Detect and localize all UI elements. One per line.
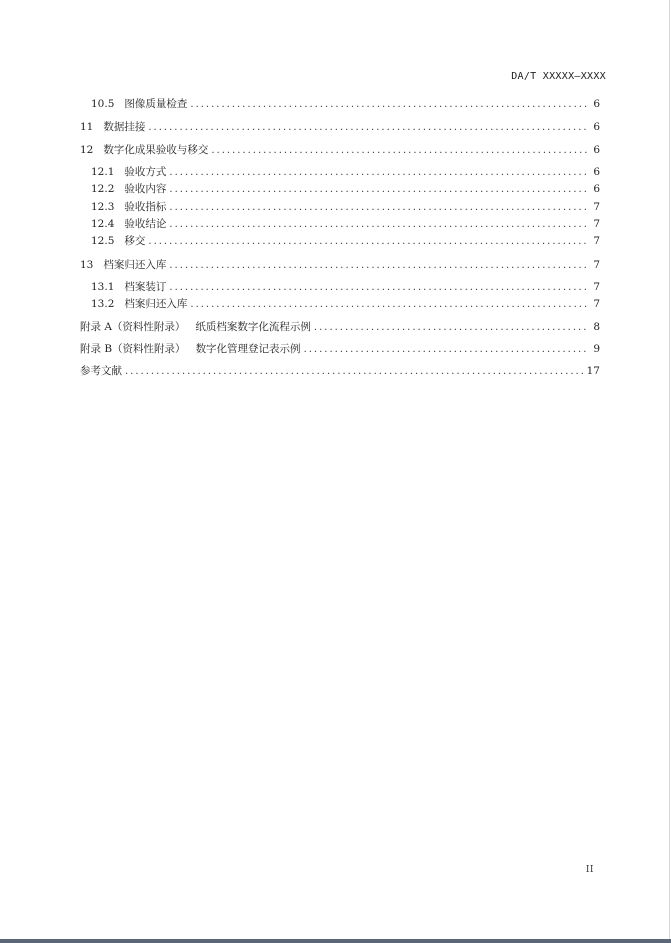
- toc-entry-number: 11: [80, 121, 94, 133]
- toc-dot-leader: [169, 165, 588, 181]
- toc-entry-page: 17: [586, 365, 600, 377]
- toc-entry-12-2[interactable]: [80, 181, 600, 197]
- toc-dot-leader: [190, 297, 588, 313]
- toc-entry-page: 6: [593, 183, 600, 195]
- toc-entry-12-1[interactable]: [80, 164, 600, 180]
- toc-entry-12-5[interactable]: [80, 233, 600, 249]
- toc-dot-leader: [148, 120, 588, 136]
- toc-entry-title: 档案归还入库: [124, 298, 188, 310]
- toc-entry-number: 10.5: [91, 98, 115, 110]
- toc-entry-page: 6: [593, 144, 600, 156]
- toc-entry-page: 7: [593, 235, 600, 247]
- toc-entry-title: 纸质档案数字化流程示例: [195, 321, 311, 333]
- toc-dot-leader: [125, 364, 585, 380]
- toc-entry-page: 7: [593, 281, 600, 293]
- toc-dot-leader: [304, 342, 588, 358]
- toc-entry-number: 12.3: [91, 201, 115, 213]
- toc-entry-11[interactable]: [80, 119, 600, 135]
- toc-entry-number: 13: [80, 259, 94, 271]
- toc-dot-leader: [169, 280, 588, 296]
- toc-entry-number: 12.4: [91, 218, 115, 230]
- toc-entry-title: 参考文献: [80, 365, 122, 377]
- toc-entry-number: 13.2: [91, 298, 115, 310]
- toc-entry-13-1[interactable]: [80, 279, 600, 295]
- toc-entry-title: 数字化管理登记表示例: [195, 343, 301, 355]
- toc-dot-leader: [169, 258, 588, 274]
- toc-entry-page: 7: [593, 259, 600, 271]
- toc-entry-page: 6: [593, 98, 600, 110]
- toc-entry-title: 验收方式: [124, 166, 167, 178]
- toc-dot-leader: [211, 143, 588, 159]
- toc-dot-leader: [169, 182, 588, 198]
- toc-entry-references[interactable]: [80, 363, 600, 379]
- toc-entry-number: 12: [80, 144, 94, 156]
- toc-entry-appendix-a[interactable]: [80, 319, 600, 335]
- toc-entry-number: 12.5: [91, 235, 115, 247]
- toc-dot-leader: [314, 320, 588, 336]
- toc-entry-12-4[interactable]: [80, 216, 600, 232]
- toc-entry-appendix-b[interactable]: [80, 341, 600, 357]
- toc-dot-leader: [190, 97, 588, 113]
- toc-entry-number: 12.1: [91, 166, 115, 178]
- toc-entry-page: 9: [593, 343, 600, 355]
- toc-entry-title: 移交: [124, 235, 146, 247]
- toc-entry-12[interactable]: [80, 142, 600, 158]
- toc-entry-page: 7: [593, 218, 600, 230]
- toc-entry-number: 附录 A（资料性附录）: [80, 321, 186, 333]
- toc-dot-leader: [169, 200, 588, 216]
- toc-entry-title: 档案装订: [124, 281, 167, 293]
- toc-entry-page: 7: [593, 298, 600, 310]
- toc-entry-10-5[interactable]: [80, 96, 600, 112]
- toc-entry-page: 6: [593, 121, 600, 133]
- window-bottom-bar: [0, 939, 671, 943]
- toc-entry-title: 图像质量检查: [124, 98, 188, 110]
- toc-entry-12-3[interactable]: [80, 199, 600, 215]
- toc-entry-page: 7: [593, 201, 600, 213]
- page-number: II: [585, 865, 594, 875]
- toc-entry-title: 数据挂接: [103, 121, 146, 133]
- toc-entry-number: 12.2: [91, 183, 115, 195]
- toc-entry-page: 8: [593, 321, 600, 333]
- toc-entry-title: 档案归还入库: [103, 259, 167, 271]
- toc-entry-title: 验收结论: [124, 218, 167, 230]
- standard-code-header: DA/T XXXXX—XXXX: [511, 71, 606, 82]
- toc-dot-leader: [148, 234, 588, 250]
- toc-entry-13[interactable]: [80, 257, 600, 273]
- toc-entry-title: 验收内容: [124, 183, 167, 195]
- toc-entry-title: 验收指标: [124, 201, 167, 213]
- toc-entry-number: 附录 B（资料性附录）: [80, 343, 186, 355]
- toc-entry-13-2[interactable]: [80, 296, 600, 312]
- toc-entry-title: 数字化成果验收与移交: [103, 144, 209, 156]
- toc-entry-number: 13.1: [91, 281, 115, 293]
- toc-dot-leader: [169, 217, 588, 233]
- toc-entry-page: 6: [593, 166, 600, 178]
